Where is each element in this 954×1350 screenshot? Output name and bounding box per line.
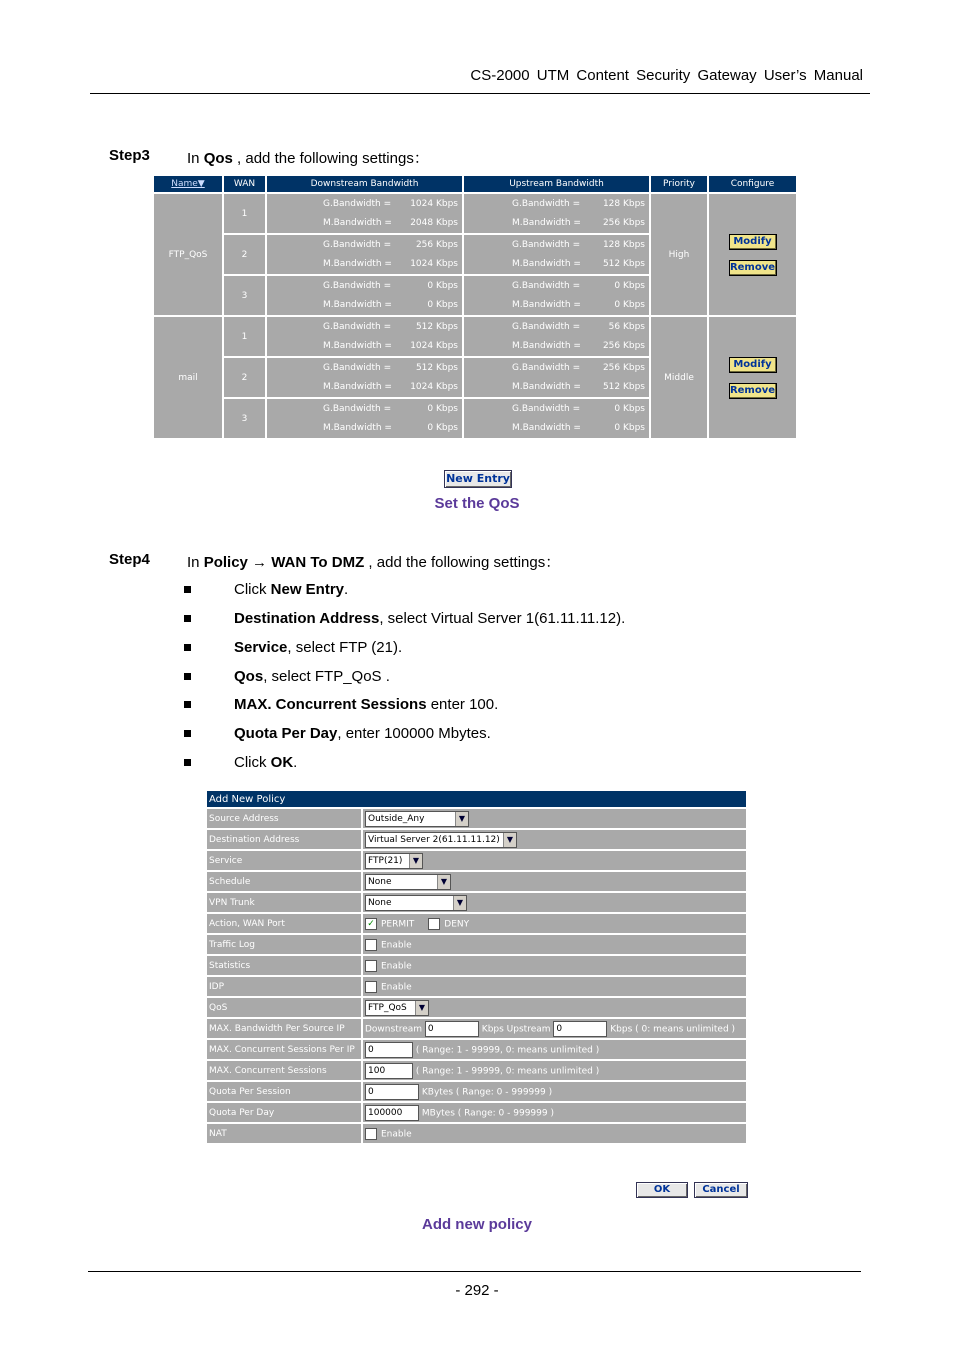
qos-downstream: G.Bandwidth = 0 Kbps M.Bandwidth = 0 Kbps — [267, 399, 462, 438]
qos-row: QoS FTP_QoS ▼ — [207, 998, 746, 1017]
schedule-row: Schedule None ▼ — [207, 872, 746, 891]
list-item: Service, select FTP (21). — [184, 639, 402, 656]
add-policy-form — [205, 789, 748, 1145]
qos-configure — [709, 194, 796, 315]
deny-checkbox[interactable] — [428, 918, 440, 930]
statistics-checkbox[interactable] — [365, 960, 377, 972]
qos-row — [154, 194, 796, 233]
qos-wan: 1 — [224, 194, 265, 233]
qos-downstream: G.Bandwidth = 1024 Kbps M.Bandwidth = 2048 Kbps — [267, 194, 462, 233]
qos-configure — [709, 317, 796, 438]
header-rule — [90, 93, 870, 94]
qos-downstream: G.Bandwidth = 256 Kbps M.Bandwidth = 1024 Kbps — [267, 235, 462, 274]
qos-table — [152, 174, 798, 440]
action-row: Action, WAN Port ✓ PERMIT DENY — [207, 914, 746, 933]
chevron-down-icon: ▼ — [503, 833, 516, 847]
upstream-input[interactable]: 0 — [553, 1021, 607, 1037]
remove-button[interactable]: Remove — [729, 383, 777, 399]
qos-col-name[interactable]: Name▼ — [154, 176, 222, 192]
qos-wan: 2 — [224, 358, 265, 397]
idp-checkbox[interactable] — [365, 981, 377, 993]
service-row: Service FTP(21) ▼ — [207, 851, 746, 870]
destination-address-select[interactable]: Virtual Server 2(61.11.11.12) ▼ — [365, 832, 517, 848]
qos-col-priority: Priority — [651, 176, 707, 192]
quota-per-session-input[interactable]: 0 — [365, 1084, 419, 1100]
list-item: Click New Entry. — [184, 581, 348, 598]
qos-wan: 1 — [224, 317, 265, 356]
max-sessions-per-ip-row: MAX. Concurrent Sessions Per IP 0 ( Range: 1 - 99999, 0: means unlimited ) — [207, 1040, 746, 1059]
vpn-trunk-row: VPN Trunk None ▼ — [207, 893, 746, 912]
service-select[interactable]: FTP(21) ▼ — [365, 853, 423, 869]
chevron-down-icon: ▼ — [455, 812, 468, 826]
qos-col-upstream: Upstream Bandwidth — [464, 176, 649, 192]
quota-per-session-row: Quota Per Session 0 KBytes ( Range: 0 - 999999 ) — [207, 1082, 746, 1101]
downstream-input[interactable]: 0 — [425, 1021, 479, 1037]
page-number: - 292 - — [455, 1282, 499, 1299]
qos-priority: High — [651, 194, 707, 315]
qos-wan: 3 — [224, 399, 265, 438]
max-sessions-per-ip-input[interactable]: 0 — [365, 1042, 413, 1058]
modify-button[interactable]: Modify — [729, 234, 777, 250]
step3-text — [187, 147, 429, 168]
max-sessions-row: MAX. Concurrent Sessions 100 ( Range: 1 - 99999, 0: means unlimited ) — [207, 1061, 746, 1080]
form-title: Add New Policy — [207, 791, 746, 807]
qos-select[interactable]: FTP_QoS ▼ — [365, 1000, 429, 1016]
quota-per-day-input[interactable]: 100000 — [365, 1105, 419, 1121]
max-sessions-input[interactable]: 100 — [365, 1063, 413, 1079]
step3-post: , add the following settings： — [232, 150, 429, 167]
qos-col-configure: Configure — [709, 176, 796, 192]
list-item: Click OK. — [184, 754, 297, 771]
qos-downstream: G.Bandwidth = 0 Kbps M.Bandwidth = 0 Kbps — [267, 276, 462, 315]
qos-upstream: G.Bandwidth = 0 Kbps M.Bandwidth = 0 Kbps — [464, 399, 649, 438]
chevron-down-icon: ▼ — [453, 896, 466, 910]
destination-address-row: Destination Address Virtual Server 2(61.11.11.12) ▼ — [207, 830, 746, 849]
chevron-down-icon: ▼ — [409, 854, 422, 868]
list-item: Quota Per Day, enter 100000 Mbytes. — [184, 725, 491, 742]
list-item: Destination Address, select Virtual Server 1(61.11.11.12). — [184, 610, 625, 627]
list-item: MAX. Concurrent Sessions enter 100. — [184, 696, 498, 713]
qos-header-row — [154, 176, 796, 192]
qos-upstream: G.Bandwidth = 256 Kbps M.Bandwidth = 512 Kbps — [464, 358, 649, 397]
source-address-row: Source Address Outside_Any ▼ — [207, 809, 746, 828]
qos-upstream: G.Bandwidth = 128 Kbps M.Bandwidth = 512 Kbps — [464, 235, 649, 274]
traffic-log-checkbox[interactable] — [365, 939, 377, 951]
qos-downstream: G.Bandwidth = 512 Kbps M.Bandwidth = 1024 Kbps — [267, 358, 462, 397]
remove-button[interactable]: Remove — [729, 260, 777, 276]
step4-text: In Policy → WAN To DMZ , add the following settings： — [187, 554, 561, 571]
vpn-trunk-select[interactable]: None ▼ — [365, 895, 467, 911]
quota-per-day-row: Quota Per Day 100000 MBytes ( Range: 0 - 999999 ) — [207, 1103, 746, 1122]
modify-button[interactable]: Modify — [729, 357, 777, 373]
permit-checkbox[interactable]: ✓ — [365, 918, 377, 930]
step3-pre: In — [187, 150, 204, 167]
qos-wan: 2 — [224, 235, 265, 274]
qos-upstream: G.Bandwidth = 128 Kbps M.Bandwidth = 256 Kbps — [464, 194, 649, 233]
step4-label: Step4 — [109, 551, 150, 568]
schedule-select[interactable]: None ▼ — [365, 874, 451, 890]
qos-downstream: G.Bandwidth = 512 Kbps M.Bandwidth = 1024 Kbps — [267, 317, 462, 356]
qos-upstream: G.Bandwidth = 0 Kbps M.Bandwidth = 0 Kbps — [464, 276, 649, 315]
qos-priority: Middle — [651, 317, 707, 438]
ok-button[interactable]: OK — [636, 1182, 688, 1198]
traffic-log-row: Traffic Log Enable — [207, 935, 746, 954]
manual-title: CS-2000 UTM Content Security Gateway User’s Manual — [470, 67, 863, 84]
qos-name: FTP_QoS — [154, 194, 222, 315]
figure-caption-policy: Add new policy — [421, 1216, 532, 1233]
chevron-down-icon: ▼ — [415, 1001, 428, 1015]
chevron-down-icon: ▼ — [437, 875, 450, 889]
step3-bold: Qos — [203, 150, 233, 167]
step3-label: Step3 — [109, 147, 150, 164]
nat-checkbox[interactable] — [365, 1128, 377, 1140]
idp-row: IDP Enable — [207, 977, 746, 996]
qos-wan: 3 — [224, 276, 265, 315]
cancel-button[interactable]: Cancel — [694, 1182, 748, 1198]
source-address-select[interactable]: Outside_Any ▼ — [365, 811, 469, 827]
new-entry-button[interactable]: New Entry — [444, 470, 512, 488]
max-bandwidth-row: MAX. Bandwidth Per Source IP Downstream 0 Kbps Upstream 0 Kbps ( 0: means unlimited ) — [207, 1019, 746, 1038]
qos-name: mail — [154, 317, 222, 438]
figure-caption-qos: Set the QoS — [434, 495, 520, 512]
statistics-row: Statistics Enable — [207, 956, 746, 975]
footer-rule — [88, 1271, 861, 1272]
step3-line — [109, 147, 150, 165]
qos-col-downstream: Downstream Bandwidth — [267, 176, 462, 192]
qos-upstream: G.Bandwidth = 56 Kbps M.Bandwidth = 256 Kbps — [464, 317, 649, 356]
list-item: Qos, select FTP_QoS . — [184, 668, 390, 685]
step4-line — [109, 551, 150, 569]
qos-col-wan: WAN — [224, 176, 265, 192]
qos-row — [154, 317, 796, 356]
nat-row: NAT Enable — [207, 1124, 746, 1143]
